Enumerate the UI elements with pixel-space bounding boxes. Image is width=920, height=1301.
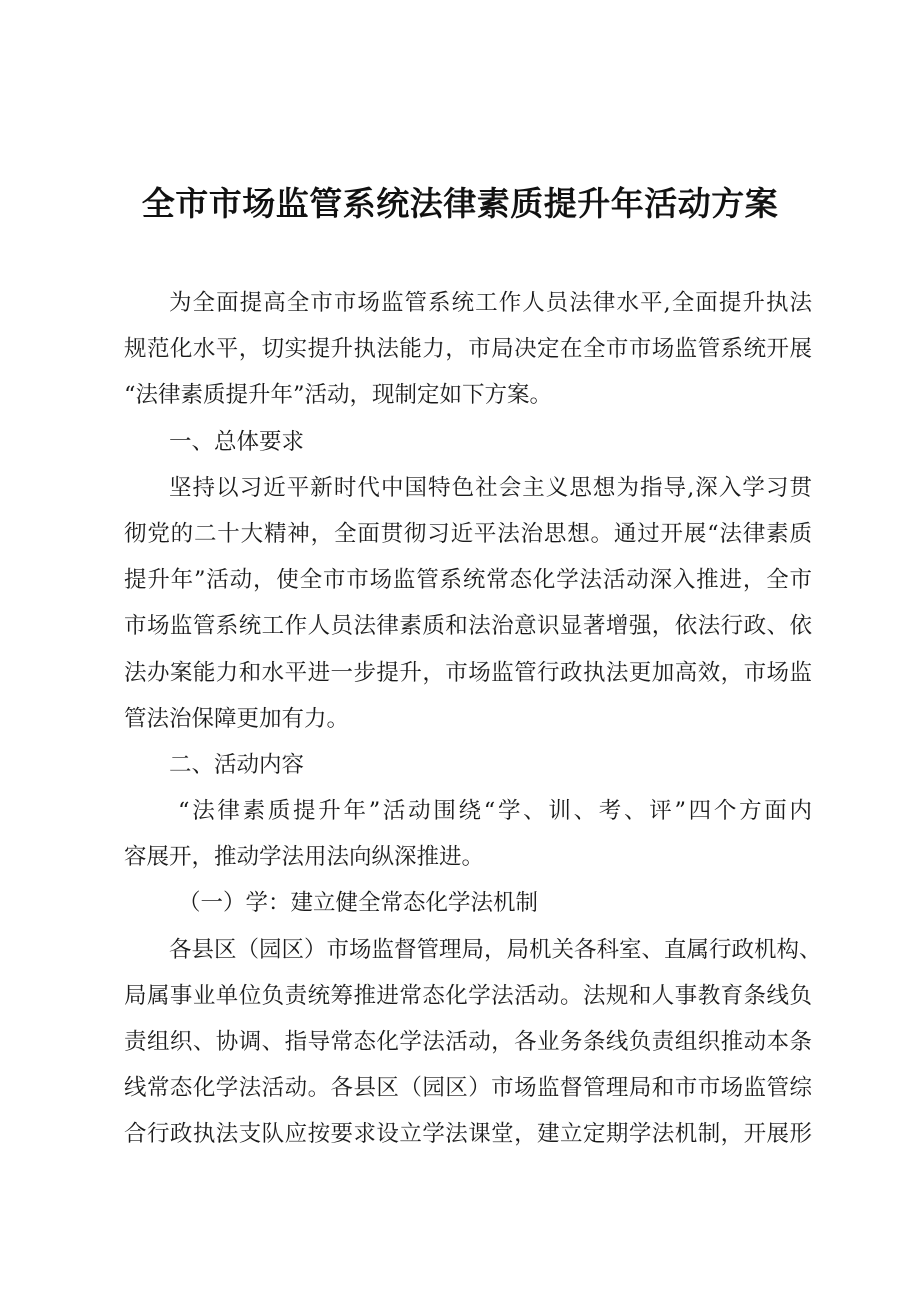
document-body — [124, 280, 822, 1158]
body-line: 各县区（园区）市场监督管理局，局机关各科室、直属行政机构、 — [169, 936, 822, 963]
body-line: “法律素质提升年”活动，现制定如下方案。 — [124, 382, 553, 409]
body-line: 二、活动内容 — [169, 751, 305, 778]
body-line: 坚持以习近平新时代中国特色社会主义思想为指导,深入学习贯 — [169, 474, 812, 501]
body-line: 规范化水平，切实提升执法能力，市局决定在全市市场监管系统开展 — [124, 336, 812, 363]
body-line: （一）学：建立健全常态化学法机制 — [178, 890, 539, 917]
body-line: 提升年”活动，使全市市场监管系统常态化学法活动深入推进，全市 — [124, 567, 812, 594]
body-line: 为全面提高全市市场监管系统工作人员法律水平,全面提升执法 — [169, 290, 812, 316]
body-line: 一、总体要求 — [169, 428, 305, 455]
body-line: 责组织、协调、指导常态化学法活动，各业务条线负责组织推动本条 — [124, 1029, 812, 1055]
body-line: 市场监管系统工作人员法律素质和法治意识显著增强，依法行政、依 — [124, 613, 812, 640]
body-line: “法律素质提升年”活动围绕“学、训、考、评”四个方面内 — [178, 798, 812, 825]
body-line: 管法治保障更加有力。 — [124, 705, 350, 732]
body-line: 合行政执法支队应按要求设立学法课堂，建立定期学法机制，开展形 — [124, 1121, 812, 1148]
body-line: 局属事业单位负责统筹推进常态化学法活动。法规和人事教育条线负 — [124, 982, 812, 1009]
document-title: 全市市场监管系统法律素质提升年活动方案 — [141, 184, 779, 223]
body-line: 线常态化学法活动。各县区（园区）市场监督管理局和市市场监管综 — [124, 1075, 812, 1102]
body-line: 容展开，推动学法用法向纵深推进。 — [124, 844, 485, 871]
body-line: 彻党的二十大精神，全面贯彻习近平法治思想。通过开展“法律素质 — [124, 520, 812, 547]
body-line: 法办案能力和水平进一步提升，市场监管行政执法更加高效，市场监 — [124, 659, 812, 686]
